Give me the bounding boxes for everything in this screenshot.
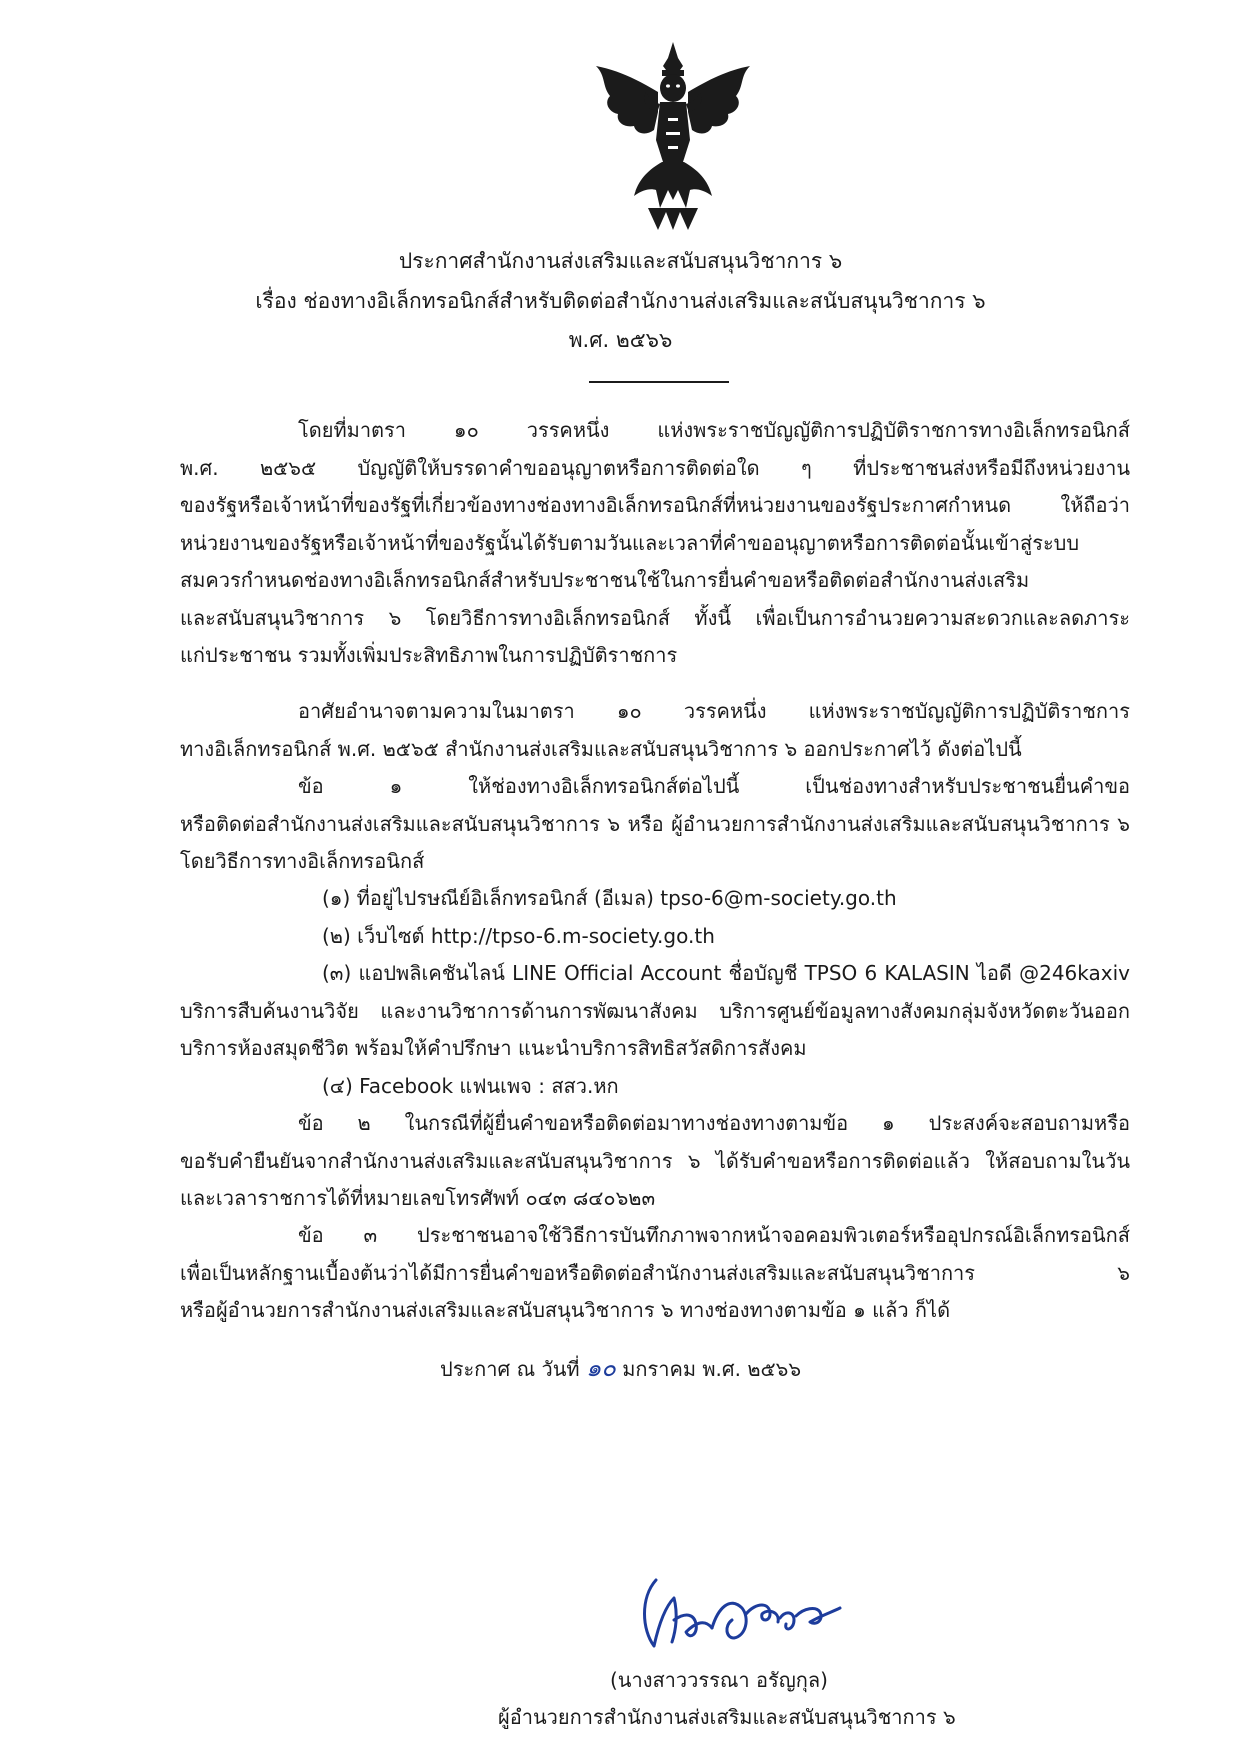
signatory-title: ผู้อำนวยการสำนักงานส่งเสริมและสนับสนุนวิชาการ ๖ — [498, 1705, 956, 1729]
clause-1 — [180, 768, 1130, 881]
paragraph-line: สมควรกำหนดช่องทางอิเล็กทรอนิกส์สำหรับประชาชนใช้ในการยื่นคำขอหรือติดต่อสำนักงานส่งเสริม — [180, 568, 1030, 592]
garuda-emblem-icon — [588, 40, 758, 232]
announcement-subject: เรื่อง ช่องทางอิเล็กทรอนิกส์สำหรับติดต่อสำนักงานส่งเสริมและสนับสนุนวิชาการ ๖ — [255, 289, 986, 313]
handwritten-signature — [634, 1568, 854, 1658]
paragraph-line: ทางอิเล็กทรอนิกส์ พ.ศ. ๒๕๖๕ สำนักงานส่งเสริมและสนับสนุนวิชาการ ๖ ออกประกาศไว้ ดังต่อไปนี้ — [180, 736, 1022, 761]
paragraph-line: อาศัยอำนาจตามความในมาตรา ๑๐ วรรคหนึ่ง แห่งพระราชบัญญัติการปฏิบัติราชการ — [298, 699, 1130, 723]
paragraph-line: ข้อ ๓ ประชาชนอาจใช้วิธีการบันทึกภาพจากหน้าจอคอมพิวเตอร์หรืออุปกรณ์อิเล็กทรอนิกส์ — [298, 1223, 1130, 1247]
channel-list — [180, 880, 1130, 1105]
proclamation-suffix: มกราคม พ.ศ. ๒๕๖๖ — [622, 1357, 802, 1381]
paragraph-line: หรือผู้อำนวยการสำนักงานส่งเสริมและสนับสนุนวิชาการ ๖ ทางช่องทางตามข้อ ๑ แล้ว ก็ได้ — [180, 1298, 951, 1322]
handwritten-day: ๑๐ — [585, 1354, 616, 1382]
paragraph-line: และสนับสนุนวิชาการ ๖ โดยวิธีการทางอิเล็กทรอนิกส์ ทั้งนี้ เพื่อเป็นการอำนวยความสะดวกและลดภาระ — [180, 605, 1130, 630]
channel-line-description: บริการห้องสมุดชีวิต พร้อมให้คำปรึกษา แนะนำบริการสิทธิสวัสดิการสังคม — [180, 1036, 807, 1060]
channel-line-description: บริการสืบค้นงานวิจัย และงานวิชาการด้านการพัฒนาสังคม บริการศูนย์ข้อมูลทางสังคมกลุ่มจังหวัดตะวันออก — [180, 998, 1130, 1023]
paragraph-line: แก่ประชาชน รวมทั้งเพิ่มประสิทธิภาพในการปฏิบัติราชการ — [180, 643, 678, 667]
paragraph-line: ข้อ ๒ ในกรณีที่ผู้ยื่นคำขอหรือติดต่อมาทางช่องทางตามข้อ ๑ ประสงค์จะสอบถามหรือ — [298, 1111, 1130, 1135]
paragraph-line: ของรัฐหรือเจ้าหน้าที่ของรัฐที่เกี่ยวข้องทางช่องทางอิเล็กทรอนิกส์ที่หน่วยงานของรัฐประกาศกำหนด ให้ถือว่า — [180, 493, 1130, 517]
channel-facebook: (๔) Facebook แฟนเพจ : สสว.หก — [322, 1073, 619, 1098]
paragraph-line: หรือติดต่อสำนักงานส่งเสริมและสนับสนุนวิชาการ ๖ หรือ ผู้อำนวยการสำนักงานส่งเสริมและสนับสนุนวิชาการ ๖ — [180, 811, 1130, 836]
authority-paragraph — [180, 693, 1130, 768]
paragraph-line: ข้อ ๑ ให้ช่องทางอิเล็กทรอนิกส์ต่อไปนี้ เป็นช่องทางสำหรับประชาชนยื่นคำขอ — [298, 774, 1130, 798]
channel-website: (๒) เว็บไซต์ http://tpso-6.m-society.go.th — [322, 923, 715, 948]
proclamation-prefix: ประกาศ ณ วันที่ — [440, 1357, 580, 1381]
channel-line: (๓) แอปพลิเคชันไลน์ LINE Official Account ชื่อบัญชี TPSO 6 KALASIN ไอดี @246kaxiv — [322, 961, 1130, 985]
paragraph-line: โดยที่มาตรา ๑๐ วรรคหนึ่ง แห่งพระราชบัญญัติการปฏิบัติราชการทางอิเล็กทรอนิกส์ — [298, 418, 1130, 442]
paragraph-line: ขอรับคำยืนยันจากสำนักงานส่งเสริมและสนับสนุนวิชาการ ๖ ได้รับคำขอหรือการติดต่อแล้ว ให้สอบถามในวัน — [180, 1148, 1130, 1173]
channel-email: (๑) ที่อยู่ไปรษณีย์อิเล็กทรอนิกส์ (อีเมล) tpso-6@m-society.go.th — [322, 886, 897, 910]
paragraph-line: เพื่อเป็นหลักฐานเบื้องต้นว่าได้มีการยื่นคำขอหรือติดต่อสำนักงานส่งเสริมและสนับสนุนวิชาการ ๖ — [180, 1260, 1130, 1285]
clause-2 — [180, 1105, 1130, 1218]
preamble-paragraph — [180, 412, 1130, 675]
clause-3 — [180, 1217, 1130, 1330]
paragraph-line: พ.ศ. ๒๕๖๕ บัญญัติให้บรรดาคำขออนุญาตหรือการติดต่อใด ๆ ที่ประชาชนส่งหรือมีถึงหน่วยงาน — [180, 455, 1130, 480]
paragraph-line: โดยวิธีการทางอิเล็กทรอนิกส์ — [180, 849, 425, 873]
announcement-year: พ.ศ. ๒๕๖๖ — [568, 328, 673, 352]
paragraph-line: หน่วยงานของรัฐหรือเจ้าหน้าที่ของรัฐนั้นได้รับตามวันและเวลาที่คำขออนุญาตหรือการติดต่อนั้นเข้าสู่ระบบ — [180, 530, 1080, 555]
announcement-title: ประกาศสำนักงานส่งเสริมและสนับสนุนวิชาการ ๖ — [398, 249, 843, 273]
paragraph-line: และเวลาราชการได้ที่หมายเลขโทรศัพท์ ๐๔๓ ๘๔๐๖๒๓ — [180, 1186, 656, 1210]
proclamation-date — [440, 1353, 801, 1384]
signatory-name: (นางสาววรรณา อรัญกุล) — [610, 1668, 828, 1692]
header-divider — [589, 381, 729, 383]
